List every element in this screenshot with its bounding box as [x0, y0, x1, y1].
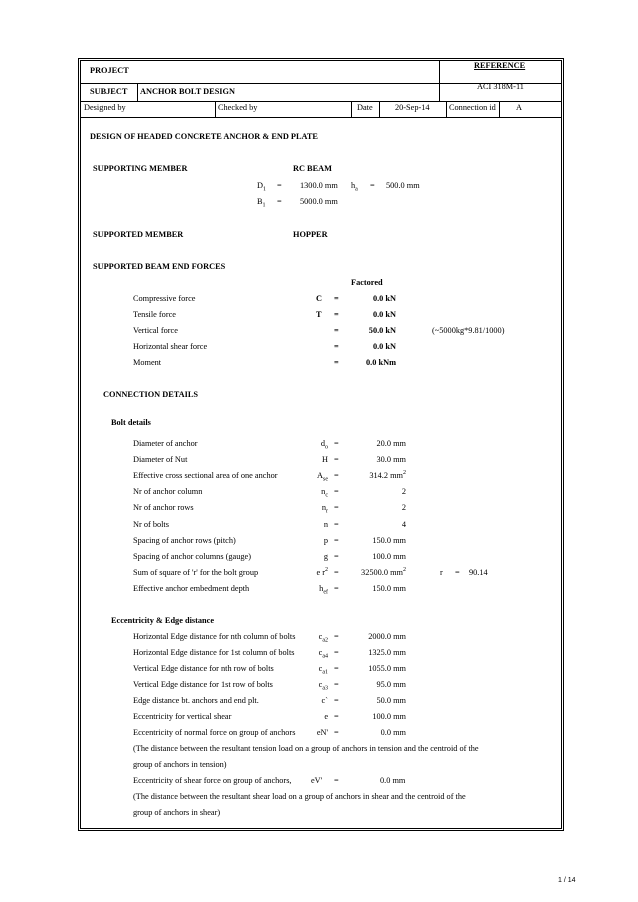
bolt-param-equals: =: [334, 535, 339, 545]
edge-param-equals: =: [334, 632, 339, 641]
edge-param-value: 50.0 mm: [376, 696, 406, 705]
edge-param-symbol: $c_{a4}$: [318, 648, 328, 660]
bolt-param-symbol: g: [323, 551, 328, 561]
project-label: PROJECT: [90, 66, 129, 75]
subject-value: ANCHOR BOLT DESIGN: [140, 87, 235, 96]
end-forces-label: SUPPORTED BEAM END FORCES: [93, 262, 226, 271]
bolt-param-value: 150.0 mm: [372, 583, 406, 593]
b1-equals: =: [277, 197, 282, 206]
force-equals: =: [334, 326, 339, 335]
edge-param-name: Horizontal Edge distance for 1st column of bolts: [133, 648, 295, 657]
edge-param-equals: =: [334, 696, 339, 705]
b1-value: 5000.0 mm: [300, 197, 338, 206]
subject-divider: [137, 83, 138, 101]
edge-param-name: Eccentricity for vertical shear: [133, 712, 232, 721]
bolt-param-symbol: p: [323, 535, 328, 545]
bolt-param-equals: =: [334, 439, 339, 448]
r-symbol: r: [440, 568, 443, 577]
edge-param-name: Vertical Edge distance for 1st row of bolts: [133, 680, 273, 689]
d1-value: 1300.0 mm: [300, 181, 338, 190]
conn-divider-1: [446, 101, 447, 117]
bolt-param-value: 4: [401, 519, 406, 529]
note2-line1: (The distance between the resultant shear load on a group of anchors in shear and the centroid of the: [133, 792, 466, 801]
bolt-param-value: 150.0 mm: [372, 535, 406, 545]
ha-equals: =: [370, 181, 375, 190]
edge-param-symbol: $c_{a2}$: [318, 632, 328, 644]
shear-ecc-value: 0.0 mm: [380, 776, 406, 785]
bolt-details-label: Bolt details: [111, 418, 151, 427]
bolt-param-name: Nr of anchor column: [133, 487, 203, 497]
edge-param-equals: =: [334, 664, 339, 673]
bolt-param-equals: =: [334, 551, 339, 561]
note1-line2: group of anchors in tension): [133, 760, 227, 769]
note1-line1: (The distance between the resultant tension load on a group of anchors in tension and the centroid of the: [133, 744, 479, 753]
header-divider-3: [81, 117, 561, 118]
r-equals: =: [455, 568, 460, 577]
page-title: DESIGN OF HEADED CONCRETE ANCHOR & END PLATE: [90, 132, 318, 141]
edge-param-name: Edge distance bt. anchors and end plt.: [133, 696, 259, 705]
force-name: Moment: [133, 358, 162, 367]
bolt-param-name: Spacing of anchor columns (gauge): [133, 551, 251, 561]
edge-param-symbol: $c_{a3}$: [318, 680, 328, 692]
force-equals: =: [334, 310, 339, 319]
date-divider-2: [379, 101, 380, 117]
force-equals: =: [334, 358, 339, 367]
bolt-param-name: Spacing of anchor rows (pitch): [133, 535, 236, 545]
reference-label: REFERENCE: [474, 61, 526, 70]
d1-equals: =: [277, 181, 282, 190]
date-divider-1: [351, 101, 352, 117]
supported-member-value: HOPPER: [293, 230, 328, 239]
edge-param-value: 2000.0 mm: [368, 632, 406, 641]
r-value: 90.14: [469, 568, 488, 577]
bolt-param-name: Sum of square of 'r' for the bolt group: [133, 567, 259, 577]
reference-value: ACI 318M-11: [477, 82, 524, 91]
edge-param-equals: =: [334, 648, 339, 657]
edge-param-value: 95.0 mm: [376, 680, 406, 689]
bolt-param-value: 32500.0 $mm^2$: [361, 567, 406, 577]
force-note: (~5000kg*9.81/1000): [432, 326, 505, 335]
force-value: 0.0 kN: [372, 294, 396, 303]
bolt-param-value: 30.0 mm: [376, 455, 406, 465]
conn-divider-2: [499, 101, 500, 117]
force-value: 50.0 kN: [368, 326, 396, 335]
edge-param-symbol: c`: [321, 696, 328, 705]
connection-id-label: Connection id: [449, 103, 496, 112]
force-value: 0.0 kN: [372, 342, 396, 351]
factored-label: Factored: [351, 278, 383, 287]
bolt-param-symbol: $n_r$: [321, 503, 328, 516]
bolt-param-value: 20.0 mm: [376, 439, 406, 448]
force-value: 0.0 kN: [372, 310, 396, 319]
edge-param-equals: =: [334, 728, 339, 737]
subject-label: SUBJECT: [90, 87, 128, 96]
edge-param-name: Vertical Edge distance for nth row of bolts: [133, 664, 274, 673]
checked-divider: [215, 101, 216, 117]
bolt-param-equals: =: [334, 455, 339, 465]
supporting-member-label: SUPPORTING MEMBER: [93, 164, 188, 173]
page-number: 1 / 14: [558, 877, 576, 884]
bolt-param-value: 2: [401, 487, 406, 497]
force-symbol: C: [316, 294, 322, 303]
date-value: 20-Sep-14: [395, 103, 430, 112]
edge-param-name: Horizontal Edge distance for nth column of bolts: [133, 632, 296, 641]
bolt-param-name: Diameter of Nut: [133, 455, 188, 465]
bolt-param-equals: =: [334, 503, 339, 513]
edge-param-symbol: e: [324, 712, 328, 721]
edge-param-equals: =: [334, 680, 339, 689]
bolt-param-value: 2: [401, 503, 406, 513]
shear-ecc-name: Eccentricity of shear force on group of anchors,: [133, 776, 292, 785]
designed-by-label: Designed by: [84, 103, 126, 112]
bolt-param-value: 100.0 mm: [372, 551, 406, 561]
bolt-param-name: Nr of anchor rows: [133, 503, 194, 513]
force-symbol: T: [316, 310, 322, 319]
edge-param-name: Eccentricity of normal force on group of anchors: [133, 728, 296, 737]
note2-line2: group of anchors in shear): [133, 808, 221, 817]
bolt-param-equals: =: [334, 583, 339, 593]
edge-param-value: 1055.0 mm: [368, 664, 406, 673]
bolt-param-equals: =: [334, 487, 339, 497]
bolt-param-name: Nr of bolts: [133, 519, 169, 529]
shear-ecc-symbol: eV': [311, 776, 323, 785]
bolt-param-symbol: e $r^2$: [316, 567, 328, 577]
bolt-param-name: Effective cross sectional area of one anchor: [133, 471, 278, 481]
date-label: Date: [357, 103, 373, 112]
eccentricity-label: Eccentricity & Edge distance: [111, 616, 214, 625]
header-divider-2: [81, 101, 561, 102]
force-equals: =: [334, 294, 339, 303]
edge-param-value: 100.0 mm: [372, 712, 406, 721]
bolt-param-name: Diameter of anchor: [133, 439, 198, 448]
force-name: Compressive force: [133, 294, 196, 303]
bolt-param-equals: =: [334, 471, 339, 481]
bolt-param-value: 314.2 $mm^2$: [369, 470, 406, 481]
checked-by-label: Checked by: [218, 103, 258, 112]
supported-member-label: SUPPORTED MEMBER: [93, 230, 184, 239]
bolt-param-symbol: n: [323, 519, 328, 529]
force-name: Tensile force: [133, 310, 176, 319]
bolt-param-equals: =: [334, 567, 339, 577]
force-name: Vertical force: [133, 326, 178, 335]
d1-symbol: $D_1$: [257, 181, 266, 193]
edge-param-equals: =: [334, 712, 339, 721]
bolt-param-symbol: $n_c$: [321, 487, 328, 499]
force-value: 0.0 kNm: [366, 358, 396, 367]
bolt-param-symbol: $A_{se}$: [317, 471, 328, 483]
shear-ecc-equals: =: [334, 776, 339, 785]
bolt-param-name: Effective anchor embedment depth: [133, 583, 250, 593]
bolt-param-equals: =: [334, 519, 339, 529]
force-name: Horizontal shear force: [133, 342, 208, 351]
bolt-param-symbol: H: [322, 455, 328, 465]
supporting-member-value: RC BEAM: [293, 164, 332, 173]
force-equals: =: [334, 342, 339, 351]
edge-param-value: 1325.0 mm: [368, 648, 406, 657]
connection-details-label: CONNECTION DETAILS: [103, 390, 199, 399]
reference-divider: [439, 61, 440, 101]
bolt-param-symbol: $d_o$: [320, 439, 328, 451]
edge-param-value: 0.0 mm: [380, 728, 406, 737]
ha-symbol: $h_a$: [351, 181, 358, 193]
ha-value: 500.0 mm: [386, 181, 420, 190]
connection-id-value: A: [516, 103, 522, 112]
bolt-param-symbol: $h_{ef}$: [319, 583, 328, 596]
edge-param-symbol: $c_{a1}$: [318, 664, 328, 676]
b1-symbol: $B_1$: [257, 197, 266, 209]
edge-param-symbol: eN': [316, 728, 328, 737]
